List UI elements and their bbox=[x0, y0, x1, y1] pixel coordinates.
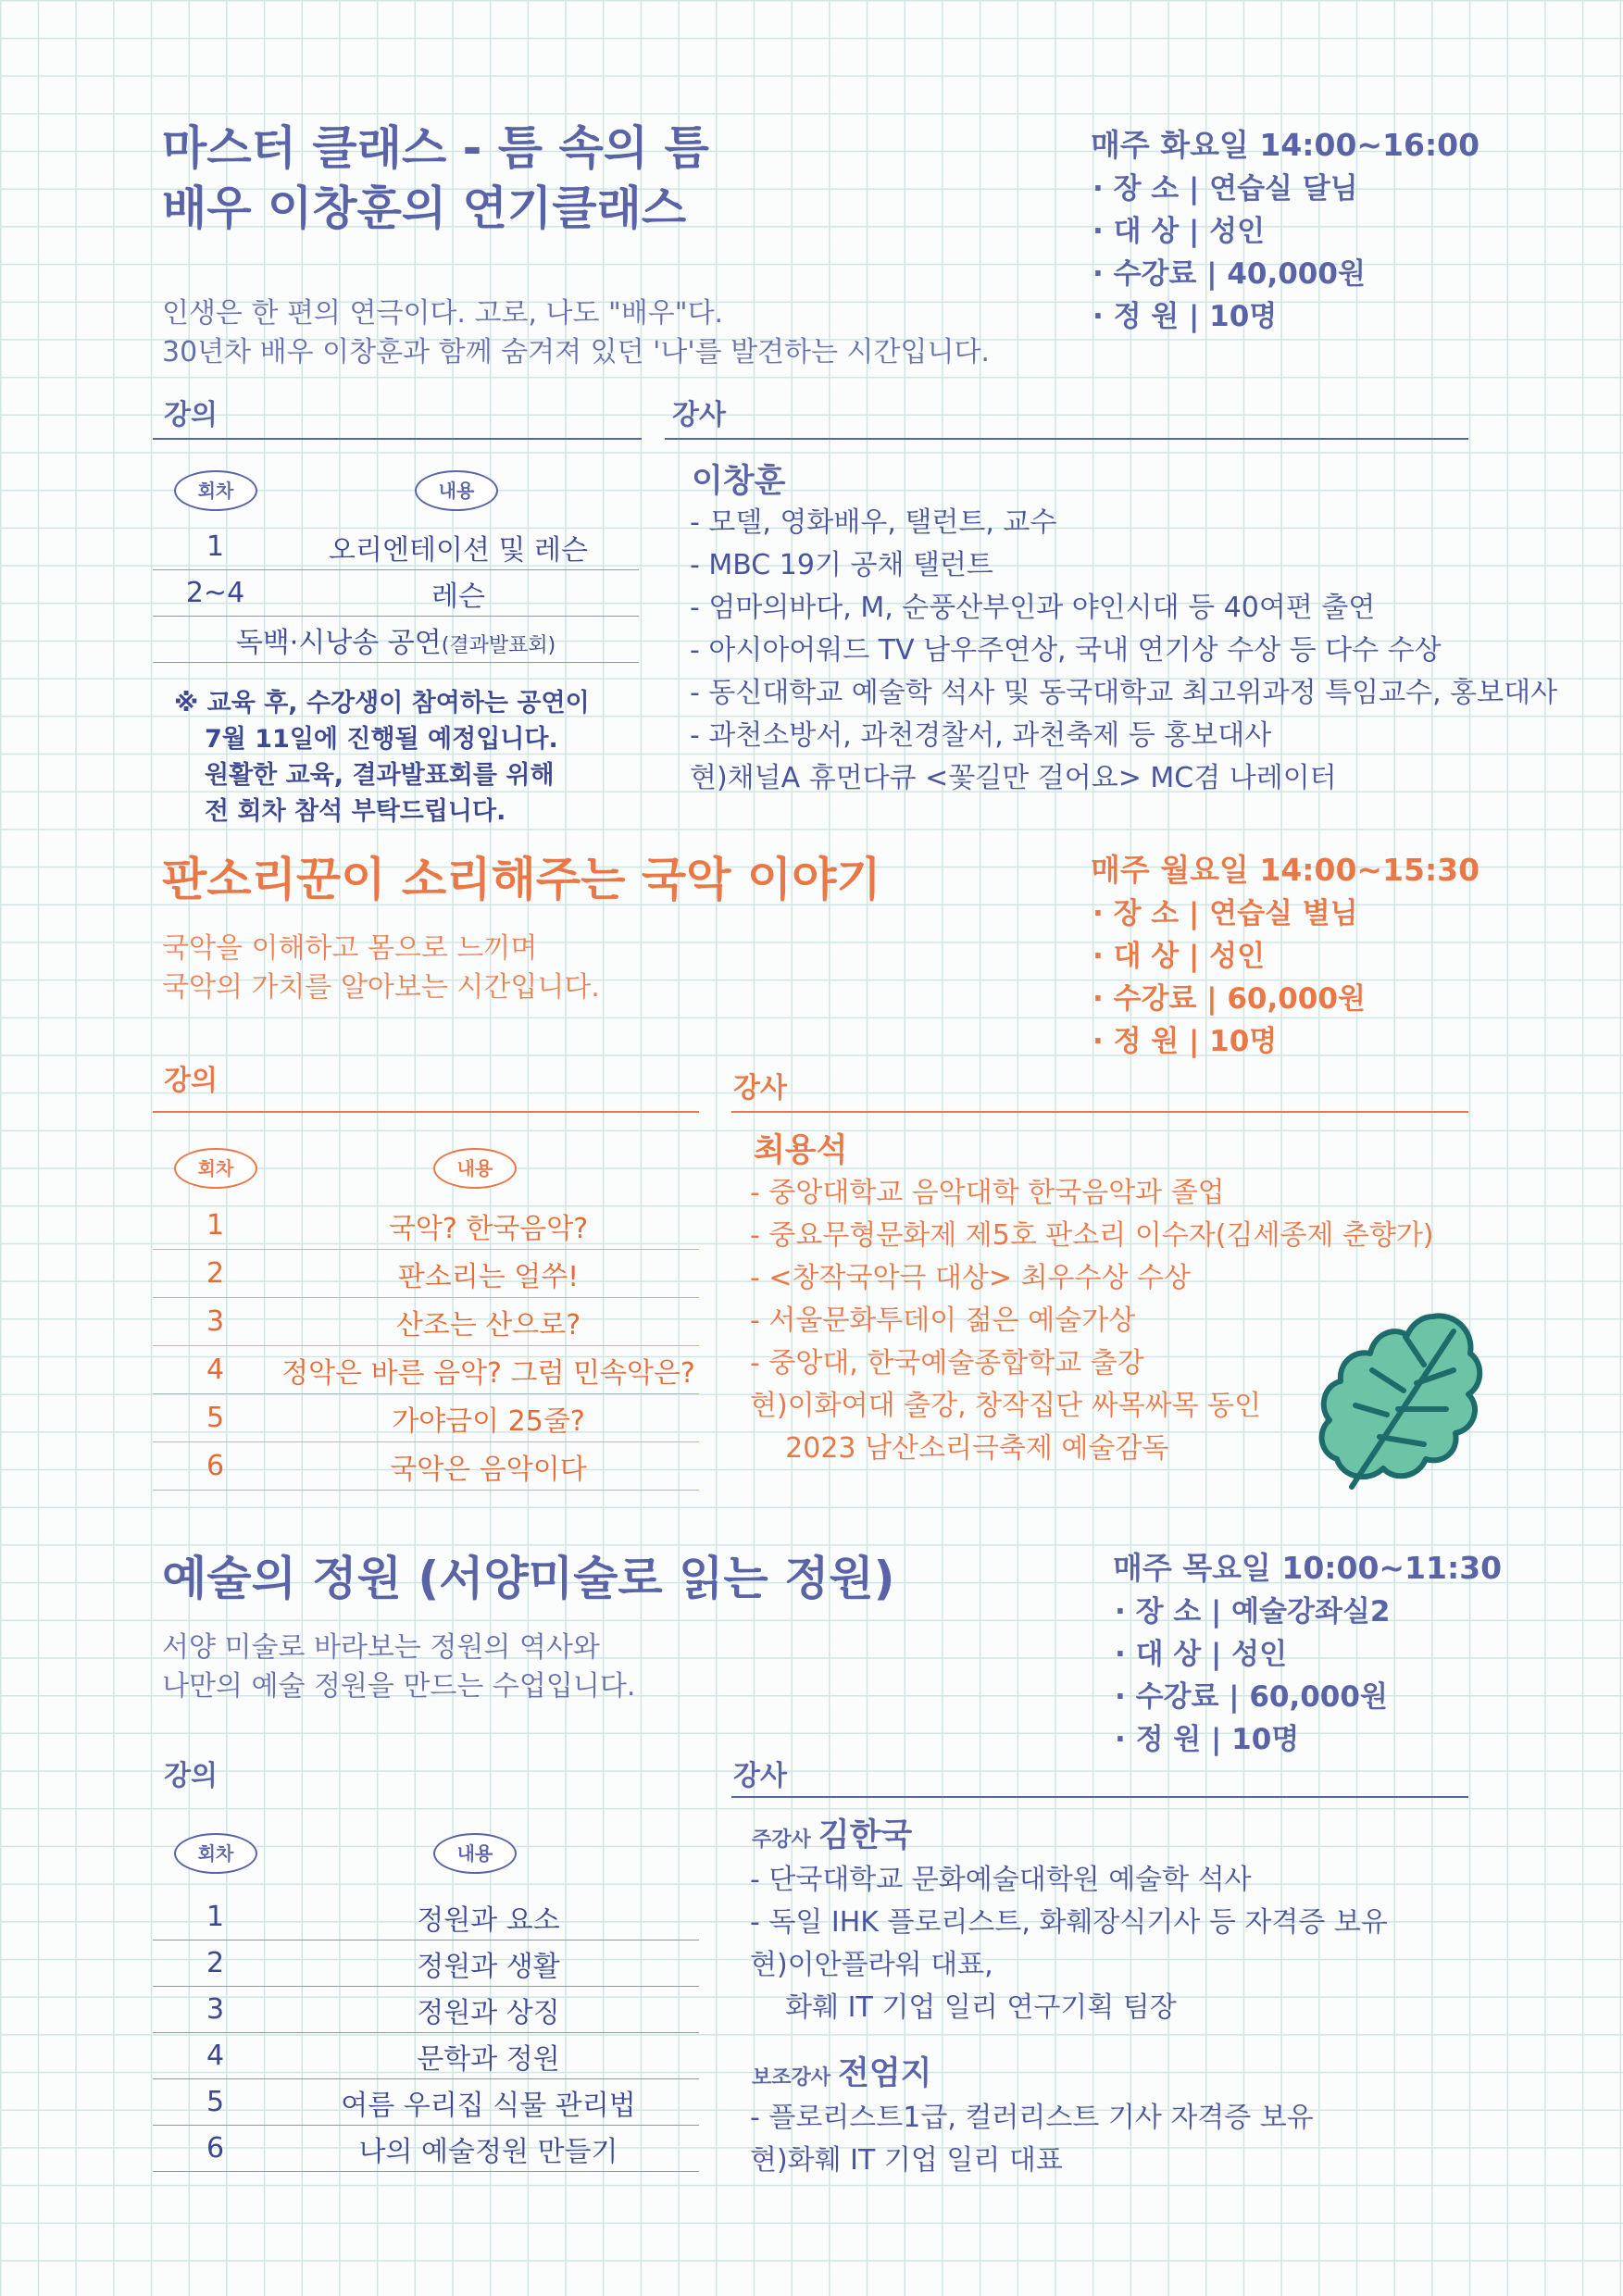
round-header-pill: 회차 bbox=[174, 470, 257, 511]
detail-line: - 동신대학교 예술학 석사 및 동국대학교 최고위과정 특임교수, 홍보대사 bbox=[690, 677, 1558, 709]
title-line: 마스터 클래스 - 틈 속의 틈 bbox=[162, 121, 709, 175]
schedule: 매주 월요일 14:00~15:30 bbox=[1091, 852, 1480, 888]
detail-line: - 플로리스트1급, 컬러리스트 기사 자격증 보유 bbox=[750, 2102, 1314, 2134]
round-cell: 5 bbox=[153, 1394, 278, 1442]
main-instructor-details bbox=[750, 1859, 1388, 2029]
info-capacity: · 정 원 | 10명 bbox=[1092, 300, 1278, 333]
lecture-table bbox=[153, 1202, 699, 1491]
detail-line: - MBC 19기 공채 탤런트 bbox=[690, 549, 993, 581]
content-cell: 여름 우리집 식물 관리법 bbox=[278, 2079, 699, 2126]
detail-line: - 모델, 영화배우, 탤런트, 교수 bbox=[690, 506, 1057, 539]
content-cell: 레슨 bbox=[278, 570, 639, 617]
intro-line: 국악의 가치를 알아보는 시간입니다. bbox=[162, 971, 600, 1004]
lecture-table bbox=[153, 1894, 699, 2172]
class-intro bbox=[162, 1628, 635, 1706]
table-row bbox=[153, 2079, 699, 2126]
intro-line: 서양 미술로 바라보는 정원의 역사와 bbox=[162, 1631, 600, 1664]
content-cell: 판소리는 얼쑤! bbox=[278, 1250, 699, 1298]
assistant-instructor-name: 전엄지 bbox=[838, 2055, 932, 2092]
round-cell: 2~4 bbox=[153, 570, 278, 617]
detail-line: - 단국대학교 문화예술대학원 예술학 석사 bbox=[750, 1864, 1252, 1896]
main-instructor-name: 김한국 bbox=[818, 1817, 913, 1854]
lecture-table bbox=[153, 524, 639, 663]
table-row bbox=[153, 617, 639, 663]
content-cell: 국악은 음악이다 bbox=[278, 1442, 699, 1491]
schedule: 매주 목요일 10:00~11:30 bbox=[1113, 1550, 1503, 1586]
table-row bbox=[153, 1394, 699, 1442]
detail-line: 현)이안플라워 대표, bbox=[750, 1949, 993, 1981]
content-cell: 정원과 상징 bbox=[278, 1987, 699, 2033]
round-cell: 4 bbox=[153, 2033, 278, 2079]
info-location: · 장 소 | 연습실 별님 bbox=[1092, 897, 1358, 930]
detail-line: - 엄마의바다, M, 순풍산부인과 야인시대 등 40여편 출연 bbox=[690, 592, 1376, 624]
table-row bbox=[153, 2126, 699, 2172]
detail-line: 2023 남산소리극축제 예술감독 bbox=[750, 1432, 1169, 1465]
table-row bbox=[153, 1940, 699, 1987]
content-cell: 오리엔테이션 및 레슨 bbox=[278, 524, 639, 570]
round-header-pill: 회차 bbox=[174, 1148, 257, 1189]
round-cell: 2 bbox=[153, 1250, 278, 1298]
info-fee: · 수강료 | 60,000원 bbox=[1115, 1680, 1388, 1714]
detail-line: - 중요무형문화제 제5호 판소리 이수자(김세종제 춘향가) bbox=[750, 1219, 1434, 1252]
class-intro bbox=[162, 930, 600, 1007]
round-cell: 1 bbox=[153, 524, 278, 570]
lecture-label: 강의 bbox=[164, 399, 218, 431]
content-header-pill: 내용 bbox=[433, 1148, 517, 1189]
info-fee: · 수강료 | 60,000원 bbox=[1092, 982, 1366, 1016]
table-row bbox=[153, 524, 639, 570]
content-header-pill: 내용 bbox=[415, 470, 498, 511]
divider bbox=[153, 1111, 699, 1113]
content-cell: 정원과 생활 bbox=[278, 1940, 699, 1987]
info-capacity: · 정 원 | 10명 bbox=[1115, 1723, 1300, 1756]
title-line: 배우 이창훈의 연기클래스 bbox=[162, 181, 687, 235]
detail-line: - 중앙대, 한국예술종합학교 출강 bbox=[750, 1347, 1144, 1379]
info-fee: · 수강료 | 40,000원 bbox=[1092, 257, 1366, 291]
assistant-instructor bbox=[752, 2048, 931, 2094]
table-row bbox=[153, 1894, 699, 1940]
divider bbox=[731, 1111, 1468, 1113]
content-cell: 문학과 정원 bbox=[278, 2033, 699, 2079]
class-title bbox=[162, 119, 709, 239]
table-row bbox=[153, 1346, 699, 1394]
lecture-label: 강의 bbox=[164, 1760, 218, 1792]
intro-line: 인생은 한 편의 연극이다. 고로, 나도 "배우"다. bbox=[162, 297, 724, 330]
content-cell: 정원과 요소 bbox=[278, 1894, 699, 1940]
assistant-role-label: 보조강사 bbox=[752, 2066, 831, 2090]
lecture-label: 강의 bbox=[164, 1065, 218, 1097]
notice-line: 7월 11일에 진행될 예정입니다. bbox=[205, 725, 558, 754]
round-cell: 6 bbox=[153, 2126, 278, 2172]
info-list bbox=[1092, 168, 1366, 338]
detail-line: 현)채널A 휴먼다큐 <꽃길만 걸어요> MC겸 나레이터 bbox=[690, 762, 1337, 794]
table-row bbox=[153, 1202, 699, 1250]
class-title: 판소리꾼이 소리해주는 국악 이야기 bbox=[162, 853, 881, 906]
round-cell: 6 bbox=[153, 1442, 278, 1491]
detail-line: 현)화훼 IT 기업 일리 대표 bbox=[750, 2144, 1063, 2177]
table-row bbox=[153, 1250, 699, 1298]
info-list bbox=[1092, 892, 1366, 1063]
table-row bbox=[153, 2033, 699, 2079]
final-row-subtext: (결과발표회) bbox=[441, 633, 556, 657]
notice bbox=[174, 685, 590, 830]
divider bbox=[731, 1796, 1468, 1798]
table-row bbox=[153, 1442, 699, 1491]
detail-line: 화훼 IT 기업 일리 연구기획 팀장 bbox=[750, 1991, 1177, 2024]
round-cell: 5 bbox=[153, 2079, 278, 2126]
round-cell: 3 bbox=[153, 1987, 278, 2033]
round-cell: 2 bbox=[153, 1940, 278, 1987]
table-row bbox=[153, 1298, 699, 1346]
instructor-label: 강사 bbox=[733, 1760, 787, 1792]
table-row bbox=[153, 1987, 699, 2033]
content-cell: 산조는 산으로? bbox=[278, 1298, 699, 1346]
info-capacity: · 정 원 | 10명 bbox=[1092, 1025, 1278, 1058]
instructor-name: 최용석 bbox=[754, 1132, 848, 1169]
info-target: · 대 상 | 성인 bbox=[1092, 215, 1266, 248]
table-row bbox=[153, 570, 639, 617]
detail-line: - 독일 IHK 플로리스트, 화훼장식기사 등 자격증 보유 bbox=[750, 1906, 1388, 1939]
detail-line: - 서울문화투데이 젊은 예술가상 bbox=[750, 1304, 1136, 1337]
final-row-cell bbox=[153, 617, 639, 663]
detail-line: - 아시아어워드 TV 남우주연상, 국내 연기상 수상 등 다수 수상 bbox=[690, 634, 1442, 667]
detail-line: - <창작국악극 대상> 최우수상 수상 bbox=[750, 1262, 1191, 1294]
main-instructor bbox=[752, 1810, 912, 1856]
content-cell: 국악? 한국음악? bbox=[278, 1202, 699, 1250]
intro-line: 국악을 이해하고 몸으로 느끼며 bbox=[162, 932, 538, 965]
notice-line: 원활한 교육, 결과발표회를 위해 bbox=[205, 761, 555, 790]
assistant-instructor-details bbox=[750, 2097, 1314, 2182]
divider bbox=[665, 438, 1468, 440]
final-row-text: 독백·시낭송 공연 bbox=[235, 626, 442, 659]
info-location: · 장 소 | 연습실 달님 bbox=[1092, 172, 1358, 206]
round-cell: 1 bbox=[153, 1894, 278, 1940]
detail-line: 현)이화여대 출강, 창작집단 싸목싸목 동인 bbox=[750, 1390, 1262, 1422]
instructor-label: 강사 bbox=[672, 399, 726, 431]
divider bbox=[153, 438, 642, 440]
round-cell: 4 bbox=[153, 1346, 278, 1394]
instructor-details bbox=[690, 502, 1557, 800]
instructor-name: 이창훈 bbox=[692, 463, 786, 500]
leaf-icon bbox=[1315, 1305, 1486, 1509]
class-title: 예술의 정원 (서양미술로 읽는 정원) bbox=[162, 1552, 895, 1605]
content-cell: 가야금이 25줄? bbox=[278, 1394, 699, 1442]
notice-line: 전 회차 참석 부탁드립니다. bbox=[205, 797, 506, 826]
class-intro bbox=[162, 294, 990, 372]
info-location: · 장 소 | 예술강좌실2 bbox=[1115, 1595, 1391, 1628]
schedule: 매주 화요일 14:00~16:00 bbox=[1091, 127, 1480, 163]
round-cell: 3 bbox=[153, 1298, 278, 1346]
detail-line: - 과천소방서, 과천경찰서, 과천축제 등 홍보대사 bbox=[690, 719, 1272, 752]
content-cell: 정악은 바른 음악? 그럼 민속악은? bbox=[278, 1346, 699, 1394]
content-cell: 나의 예술정원 만들기 bbox=[278, 2126, 699, 2172]
main-role-label: 주강사 bbox=[752, 1828, 811, 1852]
round-header-pill: 회차 bbox=[174, 1833, 257, 1874]
instructor-label: 강사 bbox=[733, 1072, 787, 1104]
detail-line: - 중앙대학교 음악대학 한국음악과 졸업 bbox=[750, 1177, 1225, 1209]
notice-line: ※ 교육 후, 수강생이 참여하는 공연이 bbox=[174, 689, 590, 718]
info-target: · 대 상 | 성인 bbox=[1115, 1638, 1288, 1671]
round-cell: 1 bbox=[153, 1202, 278, 1250]
content-header-pill: 내용 bbox=[433, 1833, 517, 1874]
info-target: · 대 상 | 성인 bbox=[1092, 940, 1266, 973]
intro-line: 나만의 예술 정원을 만드는 수업입니다. bbox=[162, 1670, 636, 1703]
info-list bbox=[1115, 1591, 1390, 1761]
intro-line: 30년차 배우 이창훈과 함께 숨겨져 있던 '나'를 발견하는 시간입니다. bbox=[162, 336, 990, 368]
